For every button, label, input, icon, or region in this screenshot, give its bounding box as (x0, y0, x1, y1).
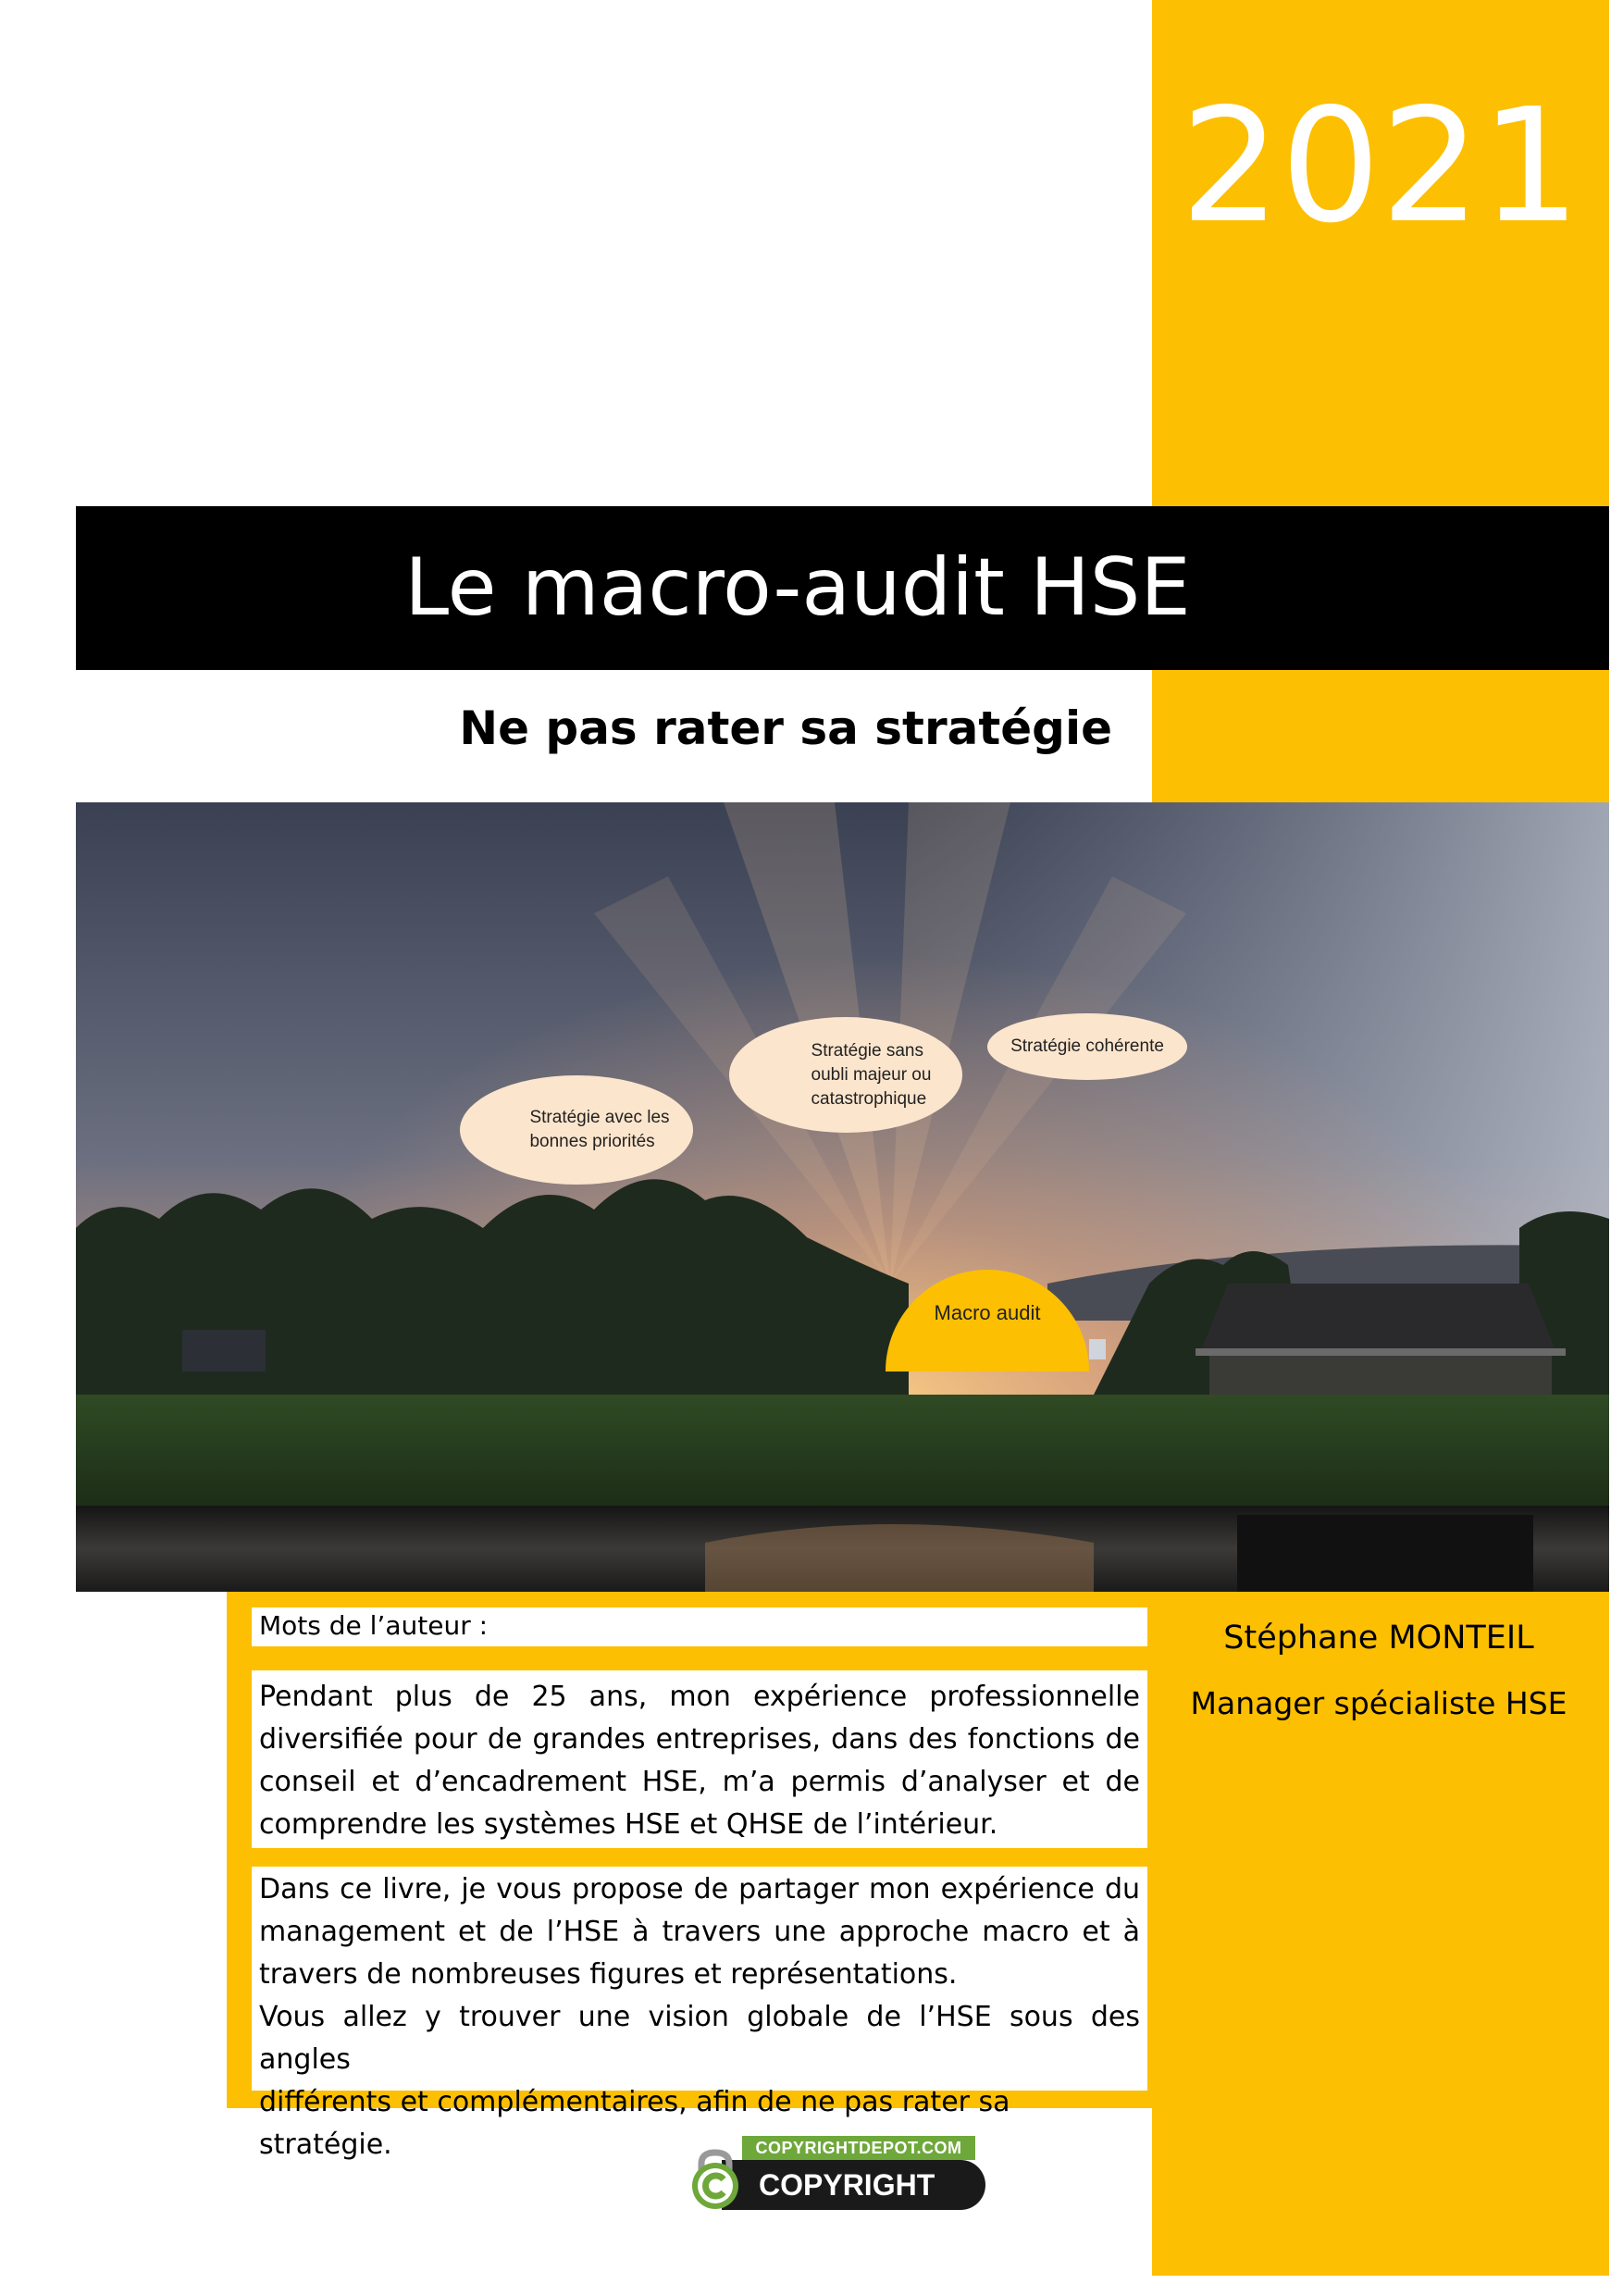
paragraph-1-line: conseil et d’encadrement HSE, m’a permis d’analyser et de (259, 1766, 1140, 1798)
paragraph-2-line: Dans ce livre, je vous propose de partager mon expérience du (259, 1873, 1140, 1905)
paragraph-1-line: diversifiée pour de grandes entreprises, dans des fonctions de (259, 1723, 1140, 1756)
bubble-no-omission-label: Stratégie sans oubli majeur ou catastrophique (811, 1040, 932, 1109)
paragraph-2-line: travers de nombreuses figures et représentations. (259, 1958, 958, 1991)
cover-photo (76, 802, 1609, 1592)
author-name: Stéphane MONTEIL (1223, 1620, 1534, 1657)
year-label: 2021 (1180, 75, 1581, 258)
copyright-lock-icon (685, 2149, 746, 2210)
book-title: Le macro-audit HSE (404, 541, 1191, 634)
copyright-badge (685, 2128, 990, 2212)
copyright-badge-site: COPYRIGHTDEPOT.COM (742, 2136, 975, 2160)
paragraph-2-line: différents et complémentaires, afin de ne pas rater sa stratégie. (259, 2086, 1010, 2161)
paragraph-2-line: management et de l’HSE à travers une approche macro et à (259, 1916, 1140, 1948)
sunset-landscape-image (76, 802, 1609, 1592)
paragraph-1-line: Pendant plus de 25 ans, mon expérience professionnelle (259, 1681, 1140, 1713)
bubble-coherent-label: Stratégie cohérente (1010, 1036, 1164, 1056)
book-subtitle: Ne pas rater sa stratégie (459, 701, 1112, 755)
bubble-coherent (987, 1013, 1187, 1080)
author-role: Manager spécialiste HSE (1190, 1685, 1567, 1721)
bubble-priorities-label: Stratégie avec les bonnes priorités (529, 1108, 670, 1151)
paragraph-2-line: Vous allez y trouver une vision globale de l’HSE sous des angles (259, 2001, 1140, 2076)
bubble-priorities (460, 1075, 693, 1185)
bubble-no-omission (729, 1017, 962, 1133)
copyright-badge-label: COPYRIGHT (722, 2160, 985, 2210)
author-words-header: Mots de l’auteur : (252, 1607, 1147, 1646)
author-paragraph-1 (252, 1670, 1147, 1848)
paragraph-1-line: comprendre les systèmes HSE et QHSE de l’intérieur. (259, 1808, 998, 1841)
macro-audit-label: Macro audit (934, 1301, 1041, 1324)
